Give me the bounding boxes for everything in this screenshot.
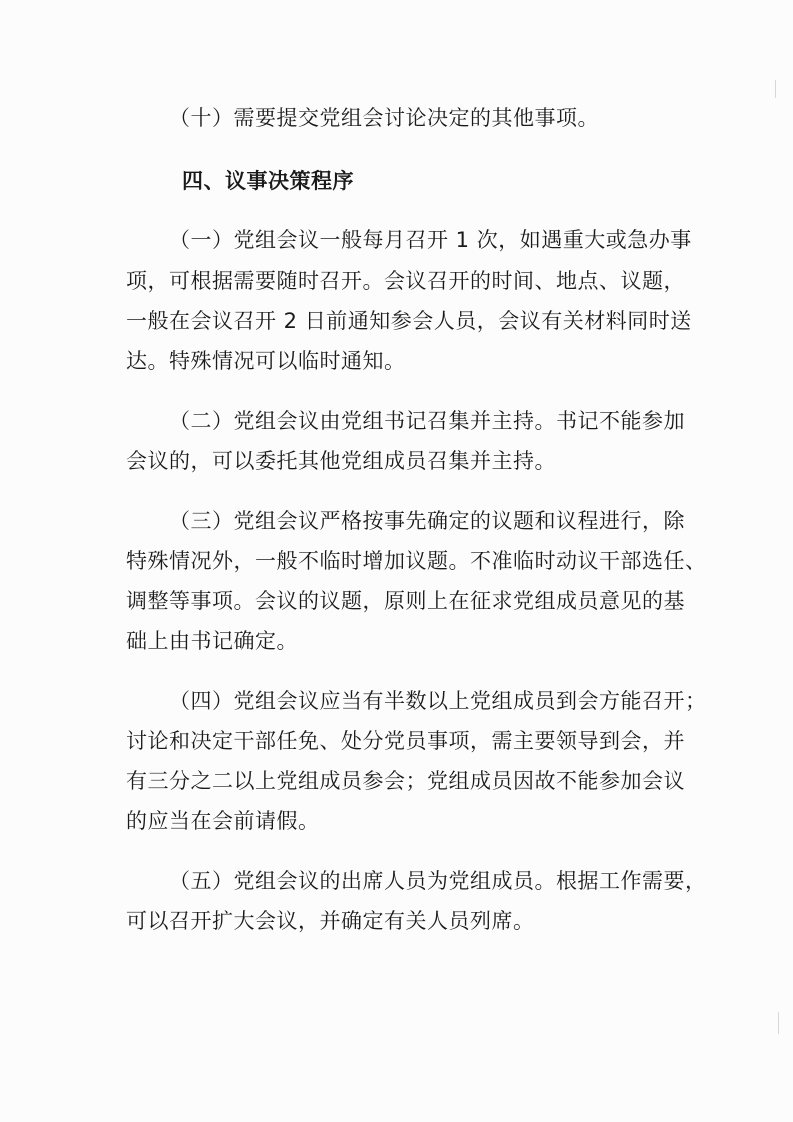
item-three-line-3: 调整等事项。会议的议题，原则上在征求党组成员意见的基 [126,589,685,613]
section-heading: 四、议事决策程序 [182,169,354,193]
item-four-line-2: 讨论和决定干部任免、处分党员事项，需主要领导到会，并 [126,729,685,753]
item-ten-text: （十）需要提交党组会讨论决定的其他事项。 [169,106,599,130]
scan-edge-mark [778,1012,779,1034]
item-four-line-1: （四）党组会议应当有半数以上党组成员到会方能召开； [169,689,707,713]
scan-edge-mark [775,80,776,98]
item-one-line-4: 达。特殊情况可以临时通知。 [126,349,406,373]
item-two-line-1: （二）党组会议由党组书记召集并主持。书记不能参加 [169,409,685,433]
item-one-line-3: 一般在会议召开 2 日前通知参会人员，会议有关材料同时送 [126,309,692,333]
item-three-line-2: 特殊情况外，一般不临时增加议题。不准临时动议干部选任、 [126,549,707,573]
item-three-line-4: 础上由书记确定。 [126,629,298,653]
item-four-line-3: 有三分之二以上党组成员参会；党组成员因故不能参加会议 [126,769,685,793]
item-three-line-1: （三）党组会议严格按事先确定的议题和议程进行，除 [169,509,685,533]
item-five-line-2: 可以召开扩大会议，并确定有关人员列席。 [126,909,535,933]
item-one-line-1: （一）党组会议一般每月召开 1 次，如遇重大或急办事 [169,228,692,252]
item-five-line-1: （五）党组会议的出席人员为党组成员。根据工作需要， [169,869,707,893]
item-four-line-4: 的应当在会前请假。 [126,809,320,833]
item-two-line-2: 会议的，可以委托其他党组成员召集并主持。 [126,449,556,473]
item-one-line-2: 项，可根据需要随时召开。会议召开的时间、地点、议题， [126,269,685,293]
